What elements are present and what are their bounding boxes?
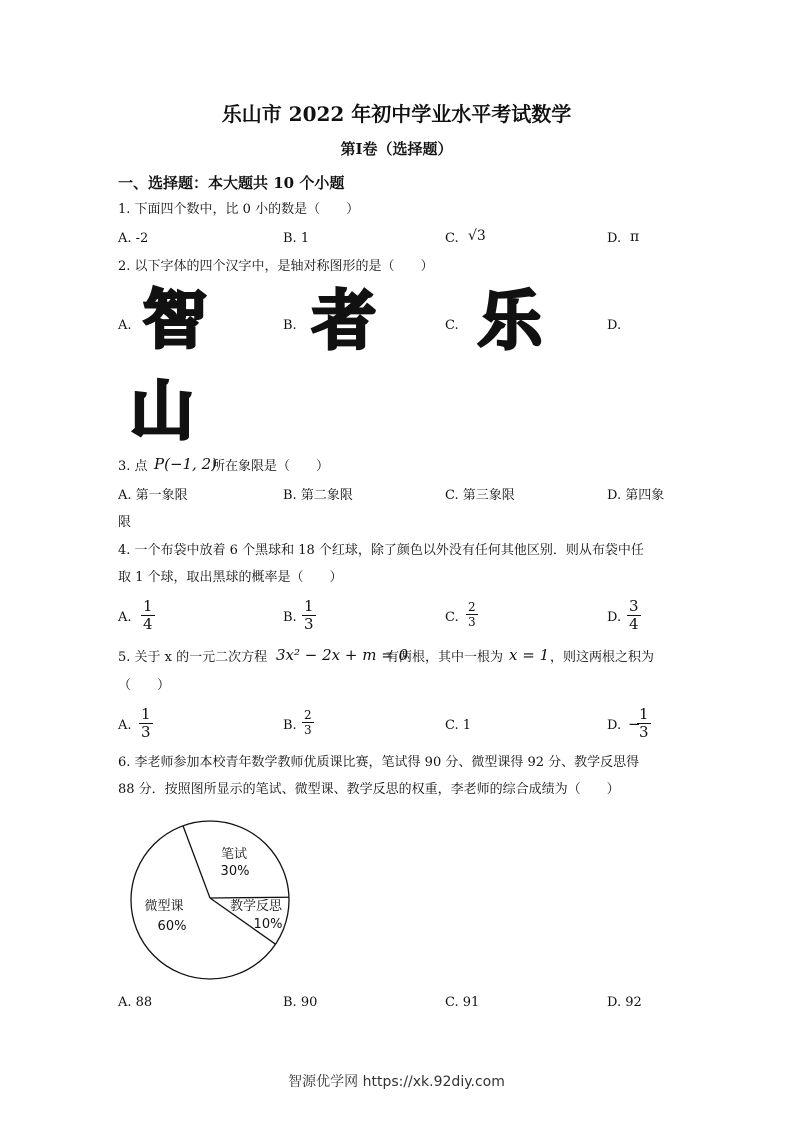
footer-watermark: 智源优学网 https://xk.92diy.com [288, 1074, 505, 1090]
section-heading: 一、选择题：本大题共 10 个小题 [118, 174, 345, 192]
volume-title: 第Ⅰ卷（选择题） [340, 140, 453, 158]
glyph-le-image: 乐 [478, 285, 542, 359]
pie-slice-name-0: 笔试 [220, 847, 248, 862]
q3-option-a: A. 第一象限 [118, 488, 188, 503]
fraction-denominator: 3 [141, 723, 151, 741]
q5-option-d-fraction [637, 706, 651, 741]
q2-option-a: A. [118, 318, 132, 333]
pie-slice-name-2: 教学反思 [229, 899, 283, 914]
q6-option-a: A. 88 [118, 995, 153, 1010]
q3-point: P(−1, 2) [154, 455, 217, 473]
q5-option-c: C. 1 [445, 718, 472, 733]
fraction-numerator: 1 [141, 705, 151, 723]
q1-option-a: A. -2 [118, 231, 149, 246]
fraction-numerator: 2 [304, 708, 312, 722]
q6-option-b: B. 90 [283, 995, 318, 1010]
q5-stem-suffix: ，则这两根之积为 [550, 650, 655, 665]
q4-option-d-label: D. [607, 610, 622, 625]
q3-option-d: D. 第四象 [607, 488, 665, 503]
glyph-zhi-image: 智 [143, 284, 207, 358]
q3-option-b: B. 第二象限 [283, 488, 353, 503]
q4-option-b-label: B. [283, 610, 297, 625]
q1-option-c-label: C. [445, 231, 459, 246]
q4-stem-line2: 取 1 个球，取出黑球的概率是（ ） [118, 570, 343, 585]
glyph-shan-image: 山 [130, 375, 194, 449]
q6-stem-line2: 88 分．按照图所显示的笔试、微型课、教学反思的权重，李老师的综合成绩为（ ） [118, 782, 620, 797]
q3-stem-prefix: 3. 点 [118, 459, 148, 474]
q5-option-a-label: A. [118, 718, 132, 733]
fraction-numerator: 1 [304, 597, 314, 615]
fraction-denominator: 4 [143, 615, 153, 633]
q3-option-c: C. 第三象限 [445, 488, 515, 503]
q6-option-d: D. 92 [607, 995, 642, 1010]
q1-option-b: B. 1 [283, 231, 310, 246]
fraction-numerator: 1 [639, 705, 649, 723]
q4-option-c-fraction [466, 600, 478, 629]
page-title: 乐山市 2022 年初中学业水平考试数学 [221, 102, 572, 126]
q5-option-b-label: B. [283, 718, 297, 733]
q2-stem: 2. 以下字体的四个汉字中，是轴对称图形的是（ ） [118, 259, 434, 274]
q4-option-c-label: C. [445, 610, 459, 625]
q3-stem-suffix: 所在象限是（ ） [212, 459, 330, 474]
q4-option-a-fraction [141, 598, 155, 633]
q6-stem-line1: 6. 李老师参加本校青年数学教师优质课比赛，笔试得 90 分、微型课得 92 分、教学反思得 [118, 755, 640, 770]
q4-option-b-fraction [302, 598, 316, 633]
weight-pie-chart [120, 812, 300, 992]
q5-stem-line2: （ ） [118, 678, 171, 693]
pie-slice-percent-0: 30% [220, 864, 250, 879]
q5-stem-prefix: 5. 关于 x 的一元二次方程 [118, 650, 268, 665]
q1-stem: 1. 下面四个数中，比 0 小的数是（ ） [118, 202, 360, 217]
fraction-numerator: 3 [629, 597, 639, 615]
pie-slice-name-1: 微型课 [144, 899, 184, 914]
q5-option-d-sign: − [628, 715, 641, 733]
glyph-zhe-image: 者 [312, 285, 376, 359]
q1-option-c-value: √3 [468, 228, 486, 244]
q3-option-d-wrap: 限 [118, 515, 132, 530]
q5-equation: 3x² − 2x + m = 0 [276, 646, 409, 664]
q2-option-b: B. [283, 318, 297, 333]
fraction-denominator: 3 [304, 615, 314, 633]
fraction-numerator: 1 [143, 597, 153, 615]
q6-option-c: C. 91 [445, 995, 480, 1010]
q4-option-d-fraction [627, 598, 641, 633]
q5-option-a-fraction [139, 706, 153, 741]
q5-stem-mid: 有两根，其中一根为 [386, 650, 504, 665]
q5-option-b-fraction [302, 708, 314, 737]
fraction-denominator: 4 [629, 615, 639, 633]
fraction-denominator: 3 [639, 723, 649, 741]
q1-option-d-label: D. [607, 231, 622, 246]
q2-option-d: D. [607, 318, 622, 333]
fraction-denominator: 3 [304, 723, 312, 737]
fraction-denominator: 3 [468, 615, 476, 629]
q5-root: x = 1 [509, 646, 550, 664]
q2-option-c: C. [445, 318, 459, 333]
q4-option-a-label: A. [118, 610, 132, 625]
pie-slice-boundary [210, 897, 289, 898]
q1-option-d-value: π [630, 229, 640, 245]
pie-slice-percent-1: 60% [157, 919, 187, 934]
pie-slice-percent-2: 10% [253, 917, 283, 932]
fraction-numerator: 2 [468, 600, 476, 614]
q5-option-d-label: D. [607, 718, 622, 733]
q4-stem-line1: 4. 一个布袋中放着 6 个黑球和 18 个红球，除了颜色以外没有任何其他区别．则从布袋中任 [118, 543, 644, 558]
